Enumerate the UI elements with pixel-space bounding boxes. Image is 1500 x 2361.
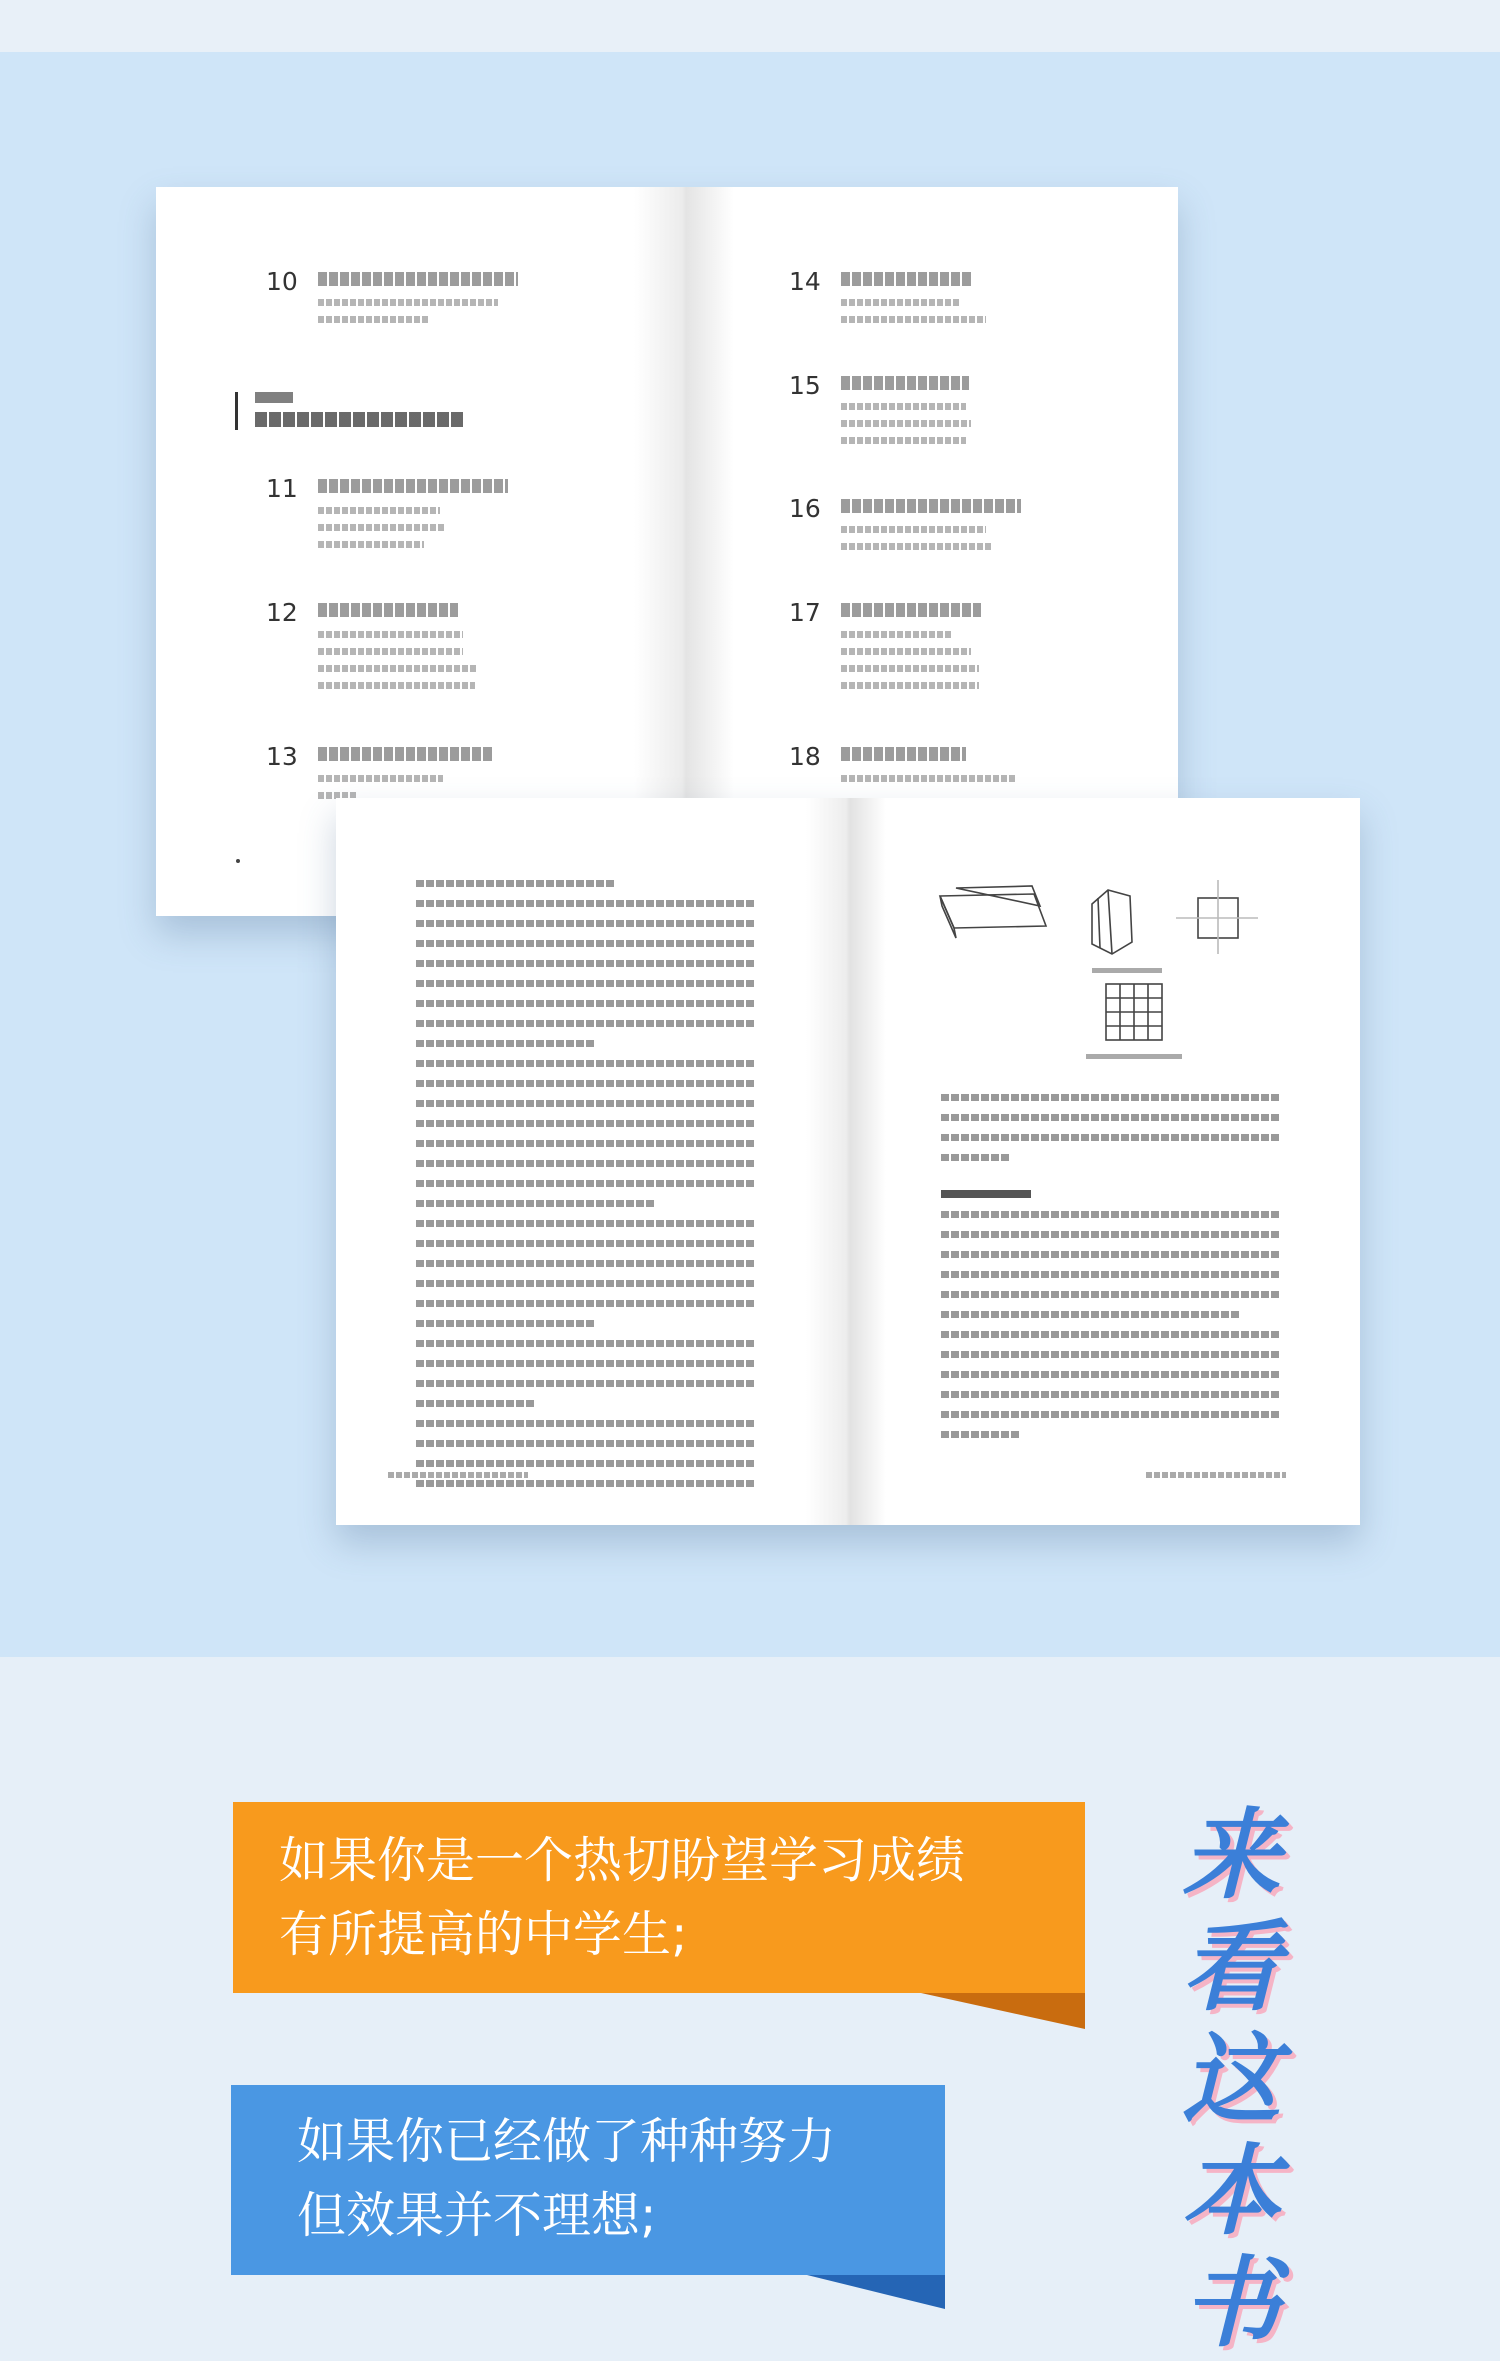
slogan-char: 看 xyxy=(1181,1911,1280,2025)
chapter-subsection xyxy=(841,316,986,323)
chapter-title xyxy=(841,603,981,617)
chapter-subsection xyxy=(318,631,463,638)
inner-pages-spread xyxy=(336,798,1360,1525)
top-strip xyxy=(0,0,1500,52)
blue-banner-line: 如果你已经做了种种努力 xyxy=(297,2113,837,2170)
chapter-title xyxy=(318,603,458,617)
chapter-number: 18 xyxy=(789,742,821,771)
side-slogan xyxy=(1166,1800,1296,2360)
orange-banner-line: 有所提高的中学生; xyxy=(279,1906,688,1963)
chapter-subsection xyxy=(841,648,971,655)
blue-banner-line: 但效果并不理想; xyxy=(297,2187,657,2244)
chapter-subsection xyxy=(318,682,475,689)
paper-folding-figure xyxy=(936,876,1276,1066)
slogan-char: 本 xyxy=(1181,2135,1280,2249)
right-page-body xyxy=(941,1094,1281,1451)
chapter-subsection xyxy=(841,631,951,638)
chapter-number: 14 xyxy=(789,267,821,296)
chapter-number: 11 xyxy=(266,474,298,503)
orange-banner-fold xyxy=(921,1993,1085,2029)
chapter-number: 15 xyxy=(789,371,821,400)
chapter-subsection xyxy=(841,299,959,306)
chapter-number: 17 xyxy=(789,598,821,627)
chapter-subsection xyxy=(841,437,966,444)
chapter-subsection xyxy=(841,665,979,672)
chapter-subsection xyxy=(318,648,463,655)
part-marker xyxy=(235,392,238,430)
chapter-title xyxy=(318,747,493,761)
chapter-number: 12 xyxy=(266,598,298,627)
chapter-subsection xyxy=(841,543,993,550)
chapter-number: 10 xyxy=(266,267,298,296)
chapter-subsection xyxy=(318,524,446,531)
chapter-subsection xyxy=(318,775,443,782)
chapter-subsection xyxy=(318,541,424,548)
left-page-body xyxy=(416,880,756,1500)
chapter-number: 16 xyxy=(789,494,821,523)
chapter-title xyxy=(318,479,508,493)
blue-banner xyxy=(231,2085,945,2275)
chapter-title xyxy=(318,272,518,286)
chapter-subsection xyxy=(841,420,971,427)
slogan-char: 书 xyxy=(1181,2247,1280,2361)
part-title xyxy=(255,412,465,427)
part-heading xyxy=(255,392,293,403)
blue-banner-fold xyxy=(807,2275,945,2309)
folded-paper-shape xyxy=(940,894,1046,928)
chapter-title xyxy=(841,376,969,390)
chapter-subsection xyxy=(841,775,1016,782)
chapter-title xyxy=(841,272,971,286)
page-footer xyxy=(388,1472,528,1478)
orange-banner-line: 如果你是一个热切盼望学习成绩 xyxy=(279,1832,966,1889)
section-heading xyxy=(941,1190,1031,1198)
page-footer xyxy=(1146,1472,1286,1478)
chapter-number: 13 xyxy=(266,742,298,771)
book-gutter xyxy=(806,798,886,1525)
slogan-char: 这 xyxy=(1181,2023,1280,2137)
chapter-subsection xyxy=(841,526,986,533)
orange-banner xyxy=(233,1802,1085,1993)
chapter-subsection xyxy=(318,299,498,306)
chapter-subsection xyxy=(318,507,440,514)
page-dot xyxy=(236,859,240,863)
chapter-subsection xyxy=(841,403,966,410)
chapter-subsection xyxy=(318,316,428,323)
slogan-char: 来 xyxy=(1181,1799,1280,1913)
chapter-subsection xyxy=(318,665,478,672)
chapter-subsection xyxy=(841,682,979,689)
chapter-title xyxy=(841,747,966,761)
chapter-title xyxy=(841,499,1021,513)
